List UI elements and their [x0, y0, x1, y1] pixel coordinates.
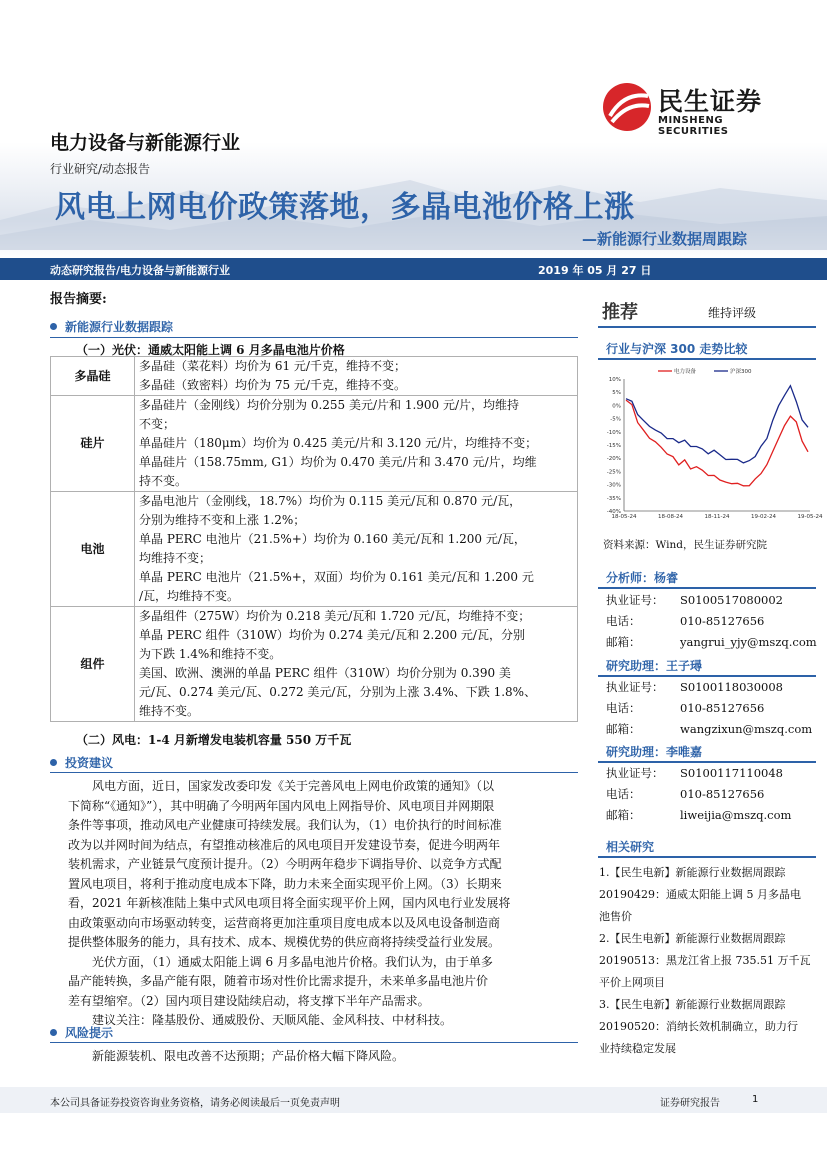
risk-paragraph: [68, 1047, 576, 1067]
price-line: 多晶组件（275W）均价为 0.218 美元/瓦和 1.720 元/瓦，均维持不变；: [139, 609, 531, 623]
assistant1-tel: [606, 700, 764, 716]
email-link[interactable]: wangzixun@mszq.com: [680, 722, 813, 736]
paragraph-line: 风电方面，近日，国家发改委印发《关于完善风电上网电价政策的通知》（以: [68, 779, 495, 793]
price-line: 分别为维持不变和上涨 1.2%；: [139, 513, 306, 527]
y-tick-label: -20%: [606, 456, 621, 463]
field-label: 邮箱：: [606, 722, 641, 736]
section-divider: [50, 1042, 578, 1043]
paragraph-line: 差有望缩窄。（2）国内项目建设陆续启动，将支撑下半年产品需求。: [68, 993, 430, 1008]
price-line: 不变；: [139, 417, 176, 431]
chart-source: 资料来源：Wind，民生证券研究院: [603, 539, 767, 551]
page-footer: [0, 1087, 827, 1113]
paragraph-line: 装机需求，产业链景气度预计提升。（2）今明两年稳步下调指导价、以竞争方式配: [68, 857, 502, 871]
paragraph-line: 下简称“《通知》”），其中明确了今明两年国内风电上网指导价、风电项目并网期限: [68, 798, 495, 813]
table-row: [51, 607, 578, 722]
y-tick-label: -15%: [606, 443, 621, 449]
table-row: [51, 492, 578, 607]
risk-text: 新能源装机、限电改善不达预期；产品价格大幅下降风险。: [68, 1049, 405, 1063]
report-kind: 行业研究/动态报告: [50, 162, 151, 176]
bullet-icon: [50, 1029, 57, 1036]
price-line: 单晶硅片（180μm）均价为 0.425 美元/片和 3.120 元/片，均维持不变；: [139, 436, 538, 450]
price-line: 元/瓦、0.274 美元/瓦、0.272 美元/瓦，分别为上涨 3.4%、下跌 1.8%、: [139, 685, 537, 699]
side-divider: [598, 856, 816, 858]
price-text-cell: [135, 607, 578, 722]
section-divider: [50, 772, 578, 773]
analyst-mail: [606, 634, 817, 650]
side-divider: [598, 358, 816, 360]
analyst-heading: 分析师：杨睿: [606, 571, 679, 585]
wind-subheading: （二）风电：1-4 月新增发电装机容量 550 万千瓦: [76, 733, 352, 747]
report-type-label: 动态研究报告/电力设备与新能源行业: [50, 264, 231, 277]
legend-label: 沪深300: [730, 369, 752, 375]
x-tick-label: 18-11-24: [704, 514, 730, 520]
x-tick-label: 19-05-24: [797, 514, 823, 520]
footer-report-type: 证券研究报告: [660, 1098, 720, 1109]
bullet-icon: [50, 323, 57, 330]
field-value: 010-85127656: [680, 787, 765, 801]
field-value: S0100517080002: [680, 593, 783, 607]
field-label: 执业证号：: [606, 766, 664, 780]
category-cell: 组件: [51, 607, 135, 722]
assistant1-mail: [606, 721, 812, 737]
section-heading-investment: [50, 754, 113, 771]
related-research-list: [599, 862, 817, 1060]
section-divider: [50, 337, 578, 338]
trend-chart: [600, 365, 823, 525]
related-item-line[interactable]: 3.【民生电新】新能源行业数据周跟踪: [599, 998, 786, 1011]
related-item-line[interactable]: 2.【民生电新】新能源行业数据周跟踪: [599, 932, 786, 945]
price-line: 单晶硅片（158.75mm, G1）均价为 0.470 美元/片和 3.470 元/片，均维: [139, 455, 537, 469]
price-text-cell: [135, 396, 578, 492]
price-line: 单晶 PERC 电池片（21.5%+）均价为 0.160 美元/瓦和 1.200 元/瓦，: [139, 532, 526, 546]
section-heading-data-tracking: [50, 318, 173, 335]
assistant2-tel: [606, 786, 764, 802]
rating: 维持评级: [708, 306, 757, 320]
y-tick-label: -5%: [610, 416, 621, 423]
field-label: 执业证号：: [606, 680, 664, 694]
logo-emblem-icon: [602, 82, 654, 132]
disclaimer-text: 本公司具备证券投资咨询业务资格，请务必阅读最后一页免责声明: [50, 1098, 340, 1109]
report-subtitle: —新能源行业数据周跟踪: [581, 230, 747, 248]
field-value: S0100117110048: [680, 766, 783, 780]
logo-chinese-name: 民生证券: [658, 87, 763, 116]
y-tick-label: -35%: [606, 495, 621, 502]
category-cell: 多晶硅: [51, 357, 135, 396]
table-row: [51, 357, 578, 396]
field-label: 电话：: [606, 701, 641, 715]
y-tick-label: -40%: [606, 509, 621, 515]
price-line: 持不变。: [139, 474, 188, 488]
price-line: 多晶电池片（金刚线，18.7%）均价为 0.115 美元/瓦和 0.870 元/瓦，: [139, 494, 522, 508]
category-cell: 硅片: [51, 396, 135, 492]
price-line: 为下跌 1.4%和维持不变。: [139, 647, 282, 661]
related-heading: 相关研究: [606, 840, 655, 854]
assistant2-cert: [606, 765, 783, 781]
related-item-line[interactable]: 平价上网项目: [599, 976, 665, 989]
price-line: 单晶 PERC 电池片（21.5%+，双面）均价为 0.161 美元/瓦和 1.200 元: [139, 570, 534, 584]
analyst-tel: [606, 613, 764, 629]
related-item-line[interactable]: 20190429：通威太阳能上调 5 月多晶电: [599, 888, 801, 901]
section-title: 投资建议: [65, 756, 114, 770]
paragraph-line: 建议关注：隆基股份、通威股份、天顺风能、金风科技、中材科技。: [68, 1013, 453, 1027]
paragraph-line: 看，2021 年新核准陆上集中式风电项目将全面实现平价上网，国内风电行业发展将: [68, 896, 511, 910]
assistant2-mail: [606, 807, 791, 823]
side-divider: [598, 587, 816, 589]
investment-paragraph: [68, 777, 576, 1031]
y-tick-label: 5%: [612, 390, 621, 397]
table-row: [51, 396, 578, 492]
price-line: 多晶硅（菜花料）均价为 61 元/千克，维持不变；: [139, 359, 406, 373]
price-line: 均维持不变；: [139, 551, 212, 565]
field-label: 电话：: [606, 787, 641, 801]
field-value: 010-85127656: [680, 614, 765, 628]
related-item-line[interactable]: 1.【民生电新】新能源行业数据周跟踪: [599, 866, 786, 879]
assistant1-cert: [606, 679, 783, 695]
y-tick-label: -25%: [606, 469, 621, 476]
price-table: [50, 356, 578, 722]
paragraph-line: 提供整体服务的能力，具有技术、成本、规模优势的供应商将持续受益行业发展。: [68, 935, 501, 949]
related-item-line[interactable]: 池售价: [599, 910, 632, 923]
side-divider: [598, 761, 816, 763]
field-value: 010-85127656: [680, 701, 765, 715]
y-tick-label: 0%: [612, 403, 621, 410]
x-tick-label: 19-02-24: [751, 514, 776, 520]
side-divider: [598, 675, 816, 677]
price-line: /瓦，均维持不变。: [139, 589, 240, 603]
pv-subheading: （一）光伏：通威太阳能上调 6 月多晶电池片价格: [76, 343, 345, 357]
related-item-line[interactable]: 20190520：消纳长效机制确立，助力行: [599, 1020, 798, 1033]
email-link[interactable]: yangrui_yjy@mszq.com: [680, 635, 817, 649]
industry-name: 电力设备与新能源行业: [50, 132, 241, 154]
company-logo: [602, 82, 792, 137]
report-date: 2019 年 05 月 27 日: [538, 264, 652, 277]
assistant2-heading: 研究助理：李唯嘉: [606, 745, 703, 759]
field-value: S0100118030008: [680, 680, 783, 694]
paragraph-line: 光伏方面，（1）通威太阳能上调 6 月多晶电池片价格。我们认为，由于单多: [68, 954, 493, 969]
side-divider: [598, 326, 816, 328]
paragraph-line: 置风电项目，将利于推动度电成本下降，助力未来全面实现平价上网。（3）长期来: [68, 876, 502, 891]
paragraph-line: 由政策驱动向市场驱动转变，运营商将更加注重项目度电成本以及风电设备制造商: [68, 915, 501, 930]
price-text-cell: [135, 492, 578, 607]
price-line: 多晶硅（致密料）均价为 75 元/千克，维持不变。: [139, 378, 406, 392]
section-title: 新能源行业数据跟踪: [65, 320, 174, 334]
price-line: 美国、欧洲、澳洲的单晶 PERC 组件（310W）均价分别为 0.390 美: [139, 666, 511, 680]
price-line: 维持不变。: [139, 704, 200, 718]
report-header: [0, 0, 827, 258]
analyst-cert: [606, 592, 783, 608]
related-item-line[interactable]: 20190513：黑龙江省上报 735.51 万千瓦: [599, 954, 811, 967]
series-line-industry: [626, 400, 808, 486]
price-text-cell: [135, 357, 578, 396]
paragraph-line: 改为以并网时间为结点，有望推动核准后的风电项目开发建设节奏，促进今明两年: [68, 837, 501, 852]
email-link[interactable]: liweijia@mszq.com: [680, 808, 792, 822]
field-label: 邮箱：: [606, 635, 641, 649]
series-line-hs300: [626, 386, 808, 463]
x-tick-label: 18-08-24: [658, 514, 683, 520]
price-line: 多晶硅片（金刚线）均价分别为 0.255 美元/片和 1.900 元/片，均维持: [139, 398, 520, 412]
field-label: 执业证号：: [606, 593, 664, 607]
field-label: 电话：: [606, 614, 641, 628]
y-tick-label: -30%: [606, 482, 621, 489]
abstract-label: 报告摘要:: [50, 292, 107, 307]
x-tick-label: 18-05-24: [611, 514, 637, 520]
paragraph-line: 晶产能转换，多晶产能有限，随着市场对性价比需求提升，未来单多晶电池片价: [68, 974, 489, 988]
category-cell: 电池: [51, 492, 135, 607]
report-title: 风电上网电价政策落地，多晶电池价格上涨: [55, 190, 635, 225]
y-tick-label: 10%: [608, 377, 621, 383]
y-tick-label: -10%: [606, 429, 621, 436]
bullet-icon: [50, 759, 57, 766]
field-label: 邮箱：: [606, 808, 641, 822]
section-title: 风险提示: [65, 1026, 114, 1040]
report-info-band: [0, 258, 827, 280]
chart-heading: 行业与沪深 300 走势比较: [606, 342, 748, 356]
recommendation: 推荐: [602, 302, 638, 323]
page-number: 1: [752, 1094, 759, 1105]
price-line: 单晶 PERC 组件（310W）均价为 0.274 美元/瓦和 2.200 元/瓦，分别: [139, 628, 525, 642]
related-item-line[interactable]: 业持续稳定发展: [599, 1042, 676, 1055]
assistant1-heading: 研究助理：王子璕: [606, 659, 703, 673]
paragraph-line: 条件等事项，推动风电产业健康可持续发展。我们认为，（1）电价执行的时间标准: [68, 818, 502, 832]
logo-english-name: MINSHENG SECURITIES: [658, 115, 729, 137]
section-heading-risk: [50, 1024, 113, 1041]
legend-label: 电力设备: [674, 369, 697, 375]
